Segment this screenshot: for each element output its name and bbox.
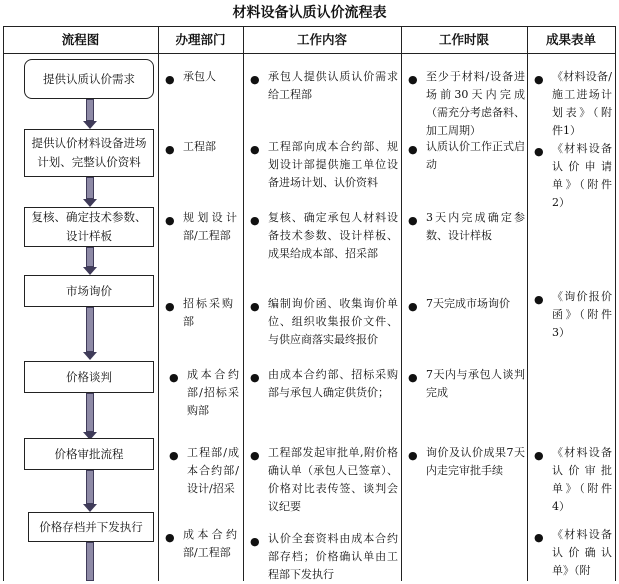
dept-row-4: ● 招标采购部 [165, 297, 233, 328]
bullet-icon: ● [165, 300, 175, 313]
header-time-limit: 工作时限 [438, 32, 489, 47]
bullet-icon: ● [408, 371, 418, 384]
dept-row-5: ● 成本合约部/招标采购部 [169, 368, 239, 417]
flow-arrow-1 [86, 99, 94, 121]
page-title: 材料设备认质认价流程表 [232, 5, 387, 21]
col-border-0 [3, 26, 4, 581]
form-row-1: ● 《材料设备/施工进场计划表》（附件1） [534, 70, 612, 137]
dept-row-2: ● 工程部 [163, 138, 241, 156]
bullet-icon: ● [534, 145, 544, 158]
col-border-3 [401, 26, 402, 581]
header-bottom-border [3, 53, 616, 54]
col-border-4 [527, 26, 528, 581]
dept-row-3: ● 规划设计部/工程部 [165, 211, 237, 242]
bullet-icon: ● [250, 371, 260, 384]
bullet-icon: ● [165, 214, 175, 227]
content-row-2: ● 工程部向成本合约部、规划设计部提供施工单位设备进场计划、认价资料 [250, 140, 398, 189]
content-row-4: ● 编制询价函、收集询价单位、组织收集报价文件、与供应商落实最终报价 [250, 297, 398, 346]
bullet-icon: ● [534, 449, 544, 462]
flow-step-market-inquiry: 市场询价 [24, 275, 154, 307]
bullet-icon: ● [250, 214, 260, 227]
flow-step-negotiation: 价格谈判 [24, 361, 154, 393]
bullet-icon: ● [165, 73, 175, 86]
bullet-icon: ● [408, 214, 418, 227]
form-row-3: ● 《询价报价函》（附件3） [534, 290, 612, 339]
bullet-icon: ● [408, 300, 418, 313]
bullet-icon: ● [169, 449, 179, 462]
content-row-5: ● 由成本合约部、招标采购部与承包人确定供货价； [250, 368, 398, 399]
flow-arrow-4-head [83, 352, 97, 360]
form-row-5: ● 《材料设备认价确认单》（附 [534, 528, 612, 577]
col-border-5 [615, 26, 616, 581]
time-row-1: ● 至少于材料/设备进场前30天内完成（需充分考虑备料、加工周期） [408, 70, 525, 137]
flow-arrow-4 [86, 307, 94, 352]
dept-row-7: ● 成本合约部/工程部 [165, 528, 237, 559]
bullet-icon: ● [408, 449, 418, 462]
flow-arrow-1-head [83, 121, 97, 129]
header-content: 工作内容 [296, 32, 347, 47]
bullet-icon: ● [534, 73, 544, 86]
bullet-icon: ● [534, 293, 544, 306]
dept-row-6: ● 工程部/成本合约部/设计/招采 [169, 446, 239, 495]
bullet-icon: ● [250, 143, 260, 156]
bullet-icon: ● [408, 143, 418, 156]
time-row-5: ● 7天内与承包人谈判完成 [408, 368, 525, 399]
bullet-icon: ● [534, 531, 544, 544]
flow-step-request: 提供认质认价需求 [24, 59, 154, 99]
content-row-6: ● 工程部发起审批单,附价格确认单（承包人已签章）、价格对比表传签、谈判会议纪要 [250, 446, 398, 513]
flow-arrow-6-head [83, 504, 97, 512]
bullet-icon: ● [250, 535, 260, 548]
bullet-icon: ● [250, 73, 260, 86]
header-department: 办理部门 [175, 32, 226, 47]
content-row-1: ● 承包人提供认质认价需求给工程部 [250, 70, 398, 101]
flow-step-submit-materials: 提供认价材料设备进场计划、完整认价资料 [24, 129, 154, 177]
time-row-2: ● 认质认价工作正式启动 [408, 140, 525, 171]
flow-step-archive-execute: 价格存档并下发执行 [28, 512, 154, 542]
flow-step-approval: 价格审批流程 [24, 438, 154, 470]
header-flowchart: 流程图 [61, 32, 100, 47]
header-forms: 成果表单 [545, 32, 596, 47]
form-row-2: ● 《材料设备认价申请单》（附件2） [534, 142, 612, 209]
flow-arrow-2 [86, 177, 94, 199]
col-border-1 [158, 26, 159, 581]
time-row-6: ● 询价及认价成果7天内走完审批手续 [408, 446, 525, 477]
time-row-4: ● 7天完成市场询价 [406, 295, 525, 313]
bullet-icon: ● [408, 73, 418, 86]
flow-arrow-3 [86, 247, 94, 267]
flow-arrow-2-head [83, 199, 97, 207]
bullet-icon: ● [165, 143, 175, 156]
flow-arrow-5 [86, 393, 94, 432]
bullet-icon: ● [165, 531, 175, 544]
flow-arrow-6 [86, 470, 94, 504]
time-row-3: ● 3天内完成确定参数、设计样板 [408, 211, 525, 242]
col-border-2 [243, 26, 244, 581]
flow-arrow-3-head [83, 267, 97, 275]
flow-step-review-params: 复核、确定技术参数、设计样板 [24, 207, 154, 247]
bullet-icon: ● [169, 371, 179, 384]
bullet-icon: ● [250, 449, 260, 462]
flow-arrow-7 [86, 542, 94, 581]
dept-row-1: ● 承包人 [163, 68, 241, 86]
form-row-4: ● 《材料设备认价审批单》（附件4） [534, 446, 612, 513]
content-row-3: ● 复核、确定承包人材料设备技术参数、设计样板、成果给成本部、招采部 [250, 211, 398, 260]
bullet-icon: ● [250, 300, 260, 313]
content-row-7: ● 认价全套资料由成本合约部存档；价格确认单由工程部下发执行 [250, 532, 398, 581]
